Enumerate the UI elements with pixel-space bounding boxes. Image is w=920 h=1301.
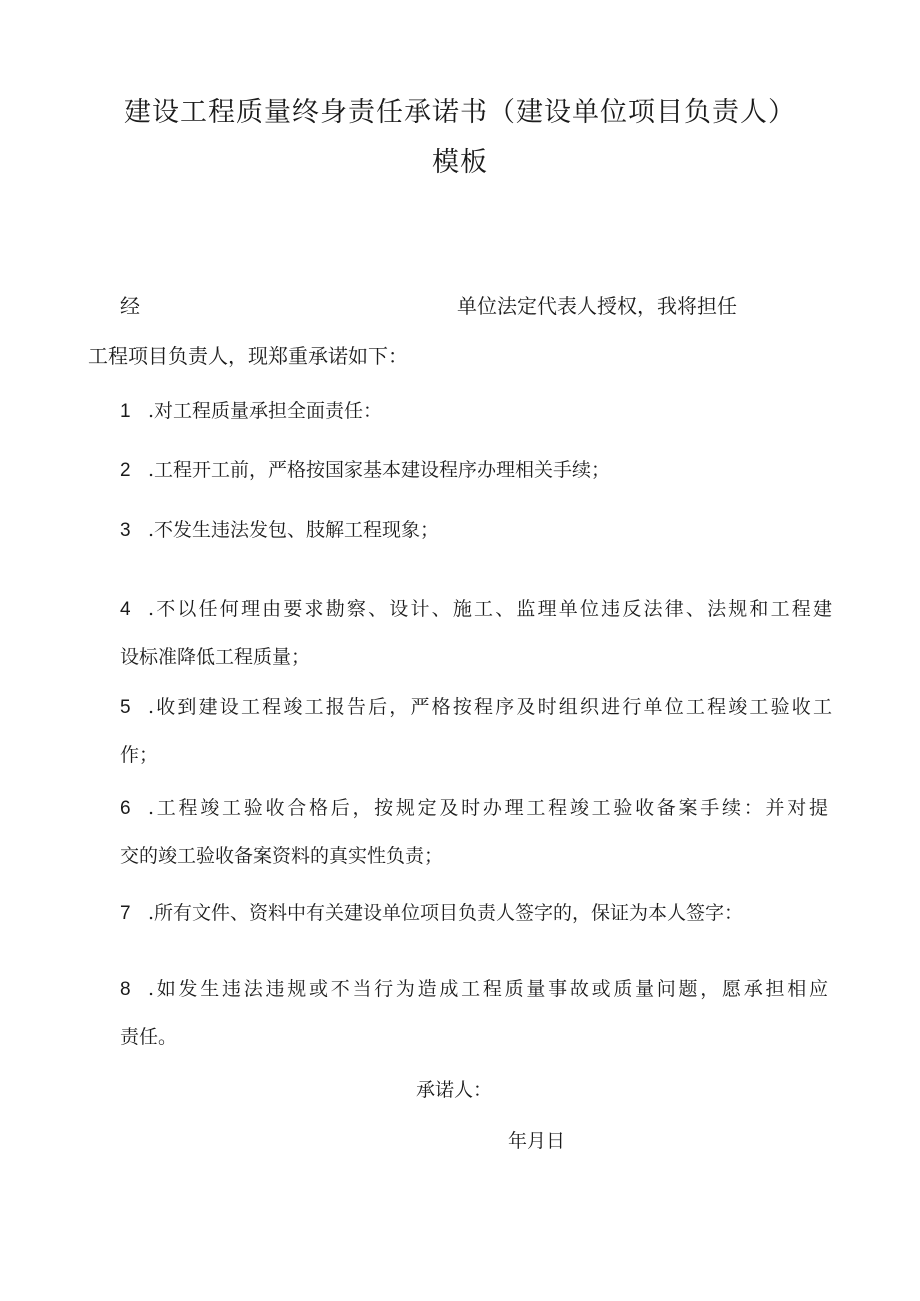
item-text-continuation: 作； bbox=[120, 744, 159, 766]
item-text-continuation: 责任。 bbox=[120, 1026, 178, 1048]
item-number: 1 bbox=[120, 401, 131, 422]
intro-project-leader-text: 工程项目负责人，现郑重承诺如下： bbox=[88, 344, 408, 368]
item-text: .工程开工前，严格按国家基本建设程序办理相关手续； bbox=[148, 459, 611, 481]
list-item bbox=[120, 515, 439, 542]
signatory-label: 承诺人： bbox=[416, 1079, 493, 1101]
item-number: 7 bbox=[120, 903, 131, 924]
item-text: .所有文件、资料中有关建设单位项目负责人签字的，保证为本人签字： bbox=[148, 902, 744, 924]
list-item bbox=[120, 692, 832, 719]
item-text: .工程竣工验收合格后，按规定及时办理工程竣工验收备案手续：并对提 bbox=[148, 797, 828, 819]
item-text-continuation: 设标准降低工程质量； bbox=[120, 646, 311, 668]
item-text: .收到建设工程竣工报告后，严格按程序及时组织进行单位工程竣工验收工 bbox=[148, 696, 832, 718]
list-item bbox=[120, 793, 828, 820]
intro-prefix: 经 bbox=[120, 294, 140, 318]
intro-authorization-text: 单位法定代表人授权，我将担任 bbox=[457, 294, 737, 318]
list-item bbox=[120, 594, 832, 621]
item-text: .不发生违法发包、肢解工程现象； bbox=[148, 519, 440, 541]
document-title: 建设工程质量终身责任承诺书（建设单位项目负责人） bbox=[124, 97, 796, 128]
item-number: 4 bbox=[120, 599, 131, 620]
list-item bbox=[120, 396, 382, 423]
list-item bbox=[120, 974, 828, 1001]
item-text-continuation: 交的竣工验收备案资料的真实性负责； bbox=[120, 845, 444, 867]
signature-date: 年月日 bbox=[508, 1130, 566, 1152]
item-number: 8 bbox=[120, 979, 131, 1000]
item-number: 2 bbox=[120, 460, 131, 481]
item-text: .如发生违法违规或不当行为造成工程质量事故或质量问题，愿承担相应 bbox=[148, 978, 828, 1000]
item-text: .对工程质量承担全面责任： bbox=[148, 400, 383, 422]
item-number: 6 bbox=[120, 798, 131, 819]
list-item bbox=[120, 455, 610, 482]
item-number: 5 bbox=[120, 697, 131, 718]
list-item bbox=[120, 898, 743, 925]
document-subtitle: 模板 bbox=[432, 147, 488, 178]
item-number: 3 bbox=[120, 520, 131, 541]
item-text: .不以任何理由要求勘察、设计、施工、监理单位违反法律、法规和工程建 bbox=[148, 598, 832, 620]
